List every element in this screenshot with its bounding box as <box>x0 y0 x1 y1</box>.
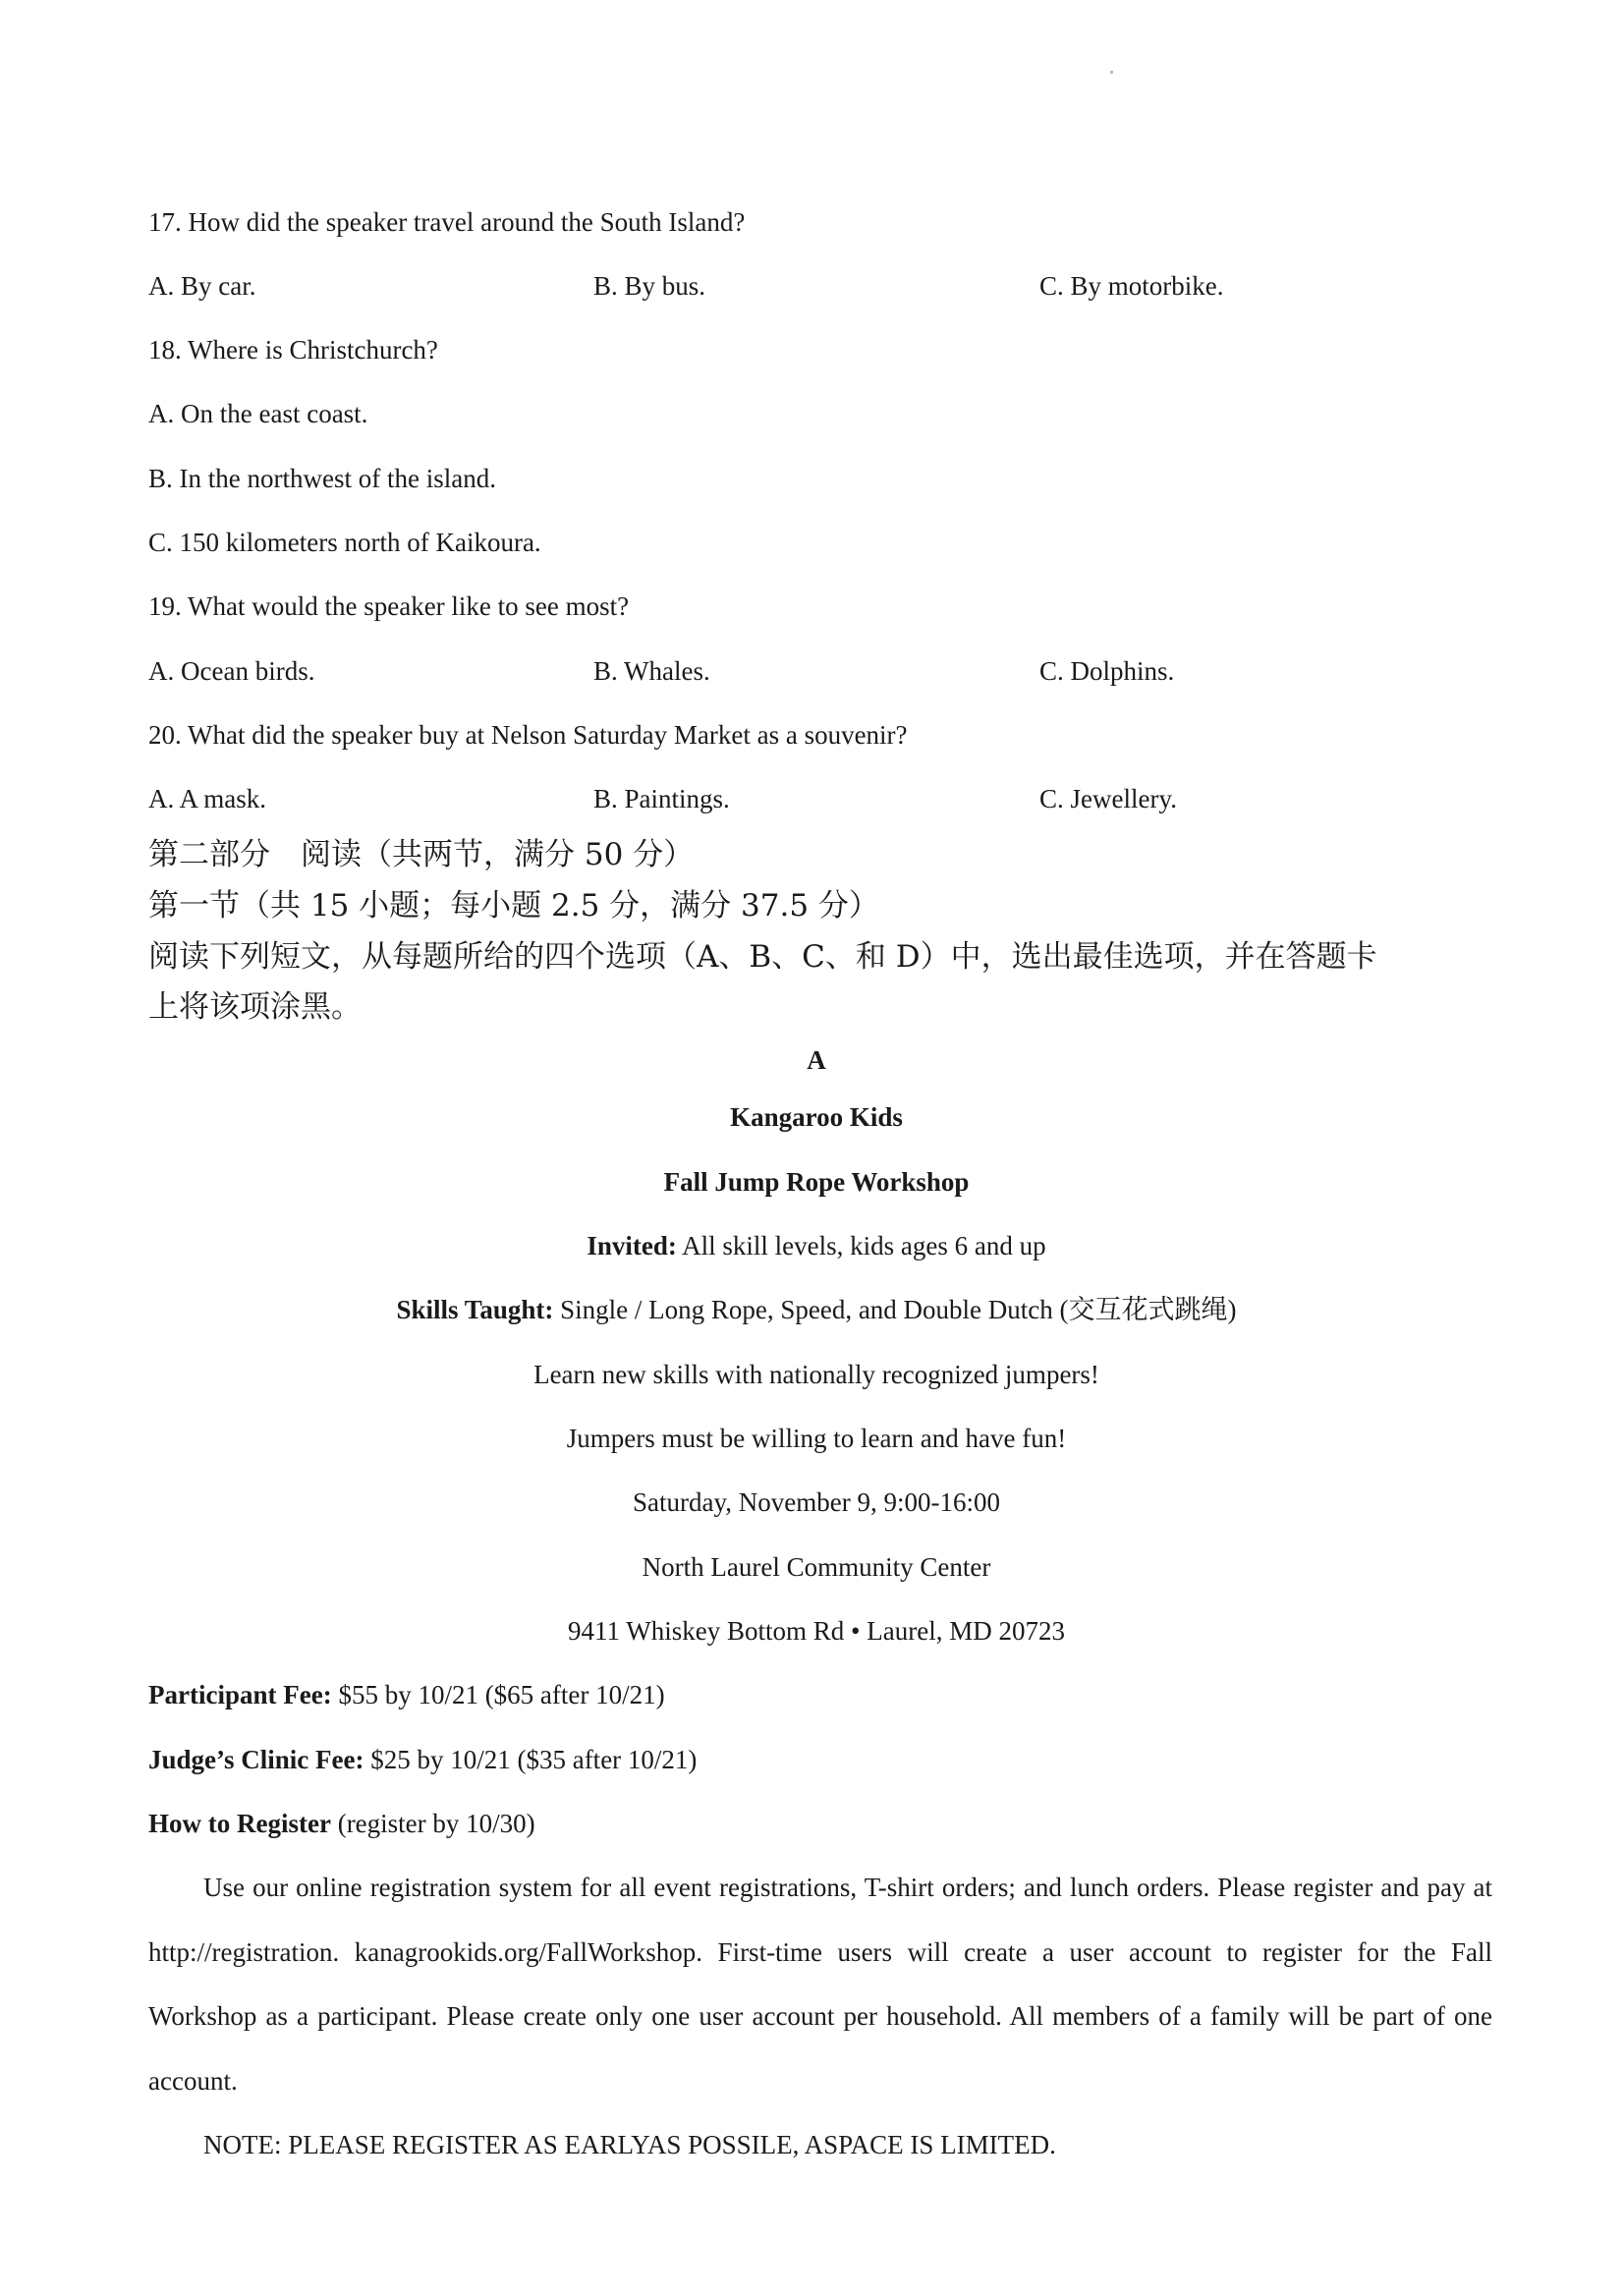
reading-part-heading: 第二部分 阅读（共两节，满分 50 分） <box>148 837 695 872</box>
judge-fee <box>148 1743 697 1776</box>
page-mark <box>1110 71 1113 74</box>
how-to-register <box>148 1807 535 1840</box>
q19-option-c: C. Dolphins. <box>1039 656 1175 686</box>
q20-option-b: B. Paintings. <box>593 784 730 813</box>
q19-option-a: A. Ocean birds. <box>148 656 315 686</box>
event-address: 9411 Whiskey Bottom Rd • Laurel, MD 20723 <box>568 1616 1065 1646</box>
participant-fee <box>148 1678 665 1711</box>
fun-line: Jumpers must be willing to learn and have fun! <box>566 1424 1067 1453</box>
question-17: 17. How did the speaker travel around the South Island? <box>148 207 746 237</box>
register-note: NOTE: PLEASE REGISTER AS EARLYAS POSSILE, ASPACE IS LIMITED. <box>203 2130 1056 2159</box>
register-paragraph <box>148 1856 1492 2113</box>
question-18: 18. Where is Christchurch? <box>148 335 438 364</box>
q17-option-a: A. By car. <box>148 271 256 301</box>
judge-fee-label: Judge’s Clinic Fee: <box>148 1745 364 1774</box>
passage-subtitle: Fall Jump Rope Workshop <box>663 1167 970 1197</box>
skills-label: Skills Taught: <box>396 1295 554 1324</box>
learn-line: Learn new skills with nationally recognized jumpers! <box>533 1360 1099 1389</box>
q18-option-a: A. On the east coast. <box>148 399 368 428</box>
participant-fee-label: Participant Fee: <box>148 1680 332 1709</box>
question-20: 20. What did the speaker buy at Nelson Saturday Market as a souvenir? <box>148 720 908 750</box>
passage-letter: A <box>807 1045 826 1075</box>
passage-title: Kangaroo Kids <box>730 1102 903 1132</box>
register-paragraph-text: Use our online registration system for all event registrations, T-shirt orders; and lunch orders. Please register and pay at http://registration. kanagrookids.org/FallWorkshop. First-time users will create a user account to register for the Fall Workshop as a participant. Please create only one user account per household. All members of a family will be part of one account. <box>148 1873 1492 2096</box>
q17-option-b: B. By bus. <box>593 271 706 301</box>
skills-text: Single / Long Rope, Speed, and Double Dutch (交互花式跳绳) <box>553 1295 1237 1324</box>
invited-label: Invited: <box>587 1231 677 1260</box>
q18-option-c: C. 150 kilometers north of Kaikoura. <box>148 528 541 557</box>
register-label: How to Register <box>148 1809 331 1838</box>
question-19: 19. What would the speaker like to see most? <box>148 591 630 621</box>
q18-option-b: B. In the northwest of the island. <box>148 464 496 493</box>
reading-instruction-line1: 阅读下列短文，从每题所给的四个选项（A、B、C、和 D）中，选出最佳选项，并在答题卡 <box>148 939 1377 975</box>
invited-text: All skill levels, kids ages 6 and up <box>676 1231 1046 1260</box>
reading-section-heading: 第一节（共 15 小题；每小题 2.5 分，满分 37.5 分） <box>148 888 879 924</box>
reading-instruction-line2: 上将该项涂黑。 <box>148 989 362 1025</box>
q20-option-c: C. Jewellery. <box>1039 784 1177 813</box>
q19-option-b: B. Whales. <box>593 656 710 686</box>
event-venue: North Laurel Community Center <box>642 1552 991 1582</box>
skills-line <box>148 1293 1484 1326</box>
invited-line <box>148 1229 1484 1262</box>
judge-fee-text: $25 by 10/21 ($35 after 10/21) <box>364 1745 698 1774</box>
q20-option-a: A. A mask. <box>148 784 267 813</box>
register-text: (register by 10/30) <box>330 1809 535 1838</box>
q17-option-c: C. By motorbike. <box>1039 271 1224 301</box>
event-date: Saturday, November 9, 9:00-16:00 <box>633 1487 1000 1517</box>
participant-fee-text: $55 by 10/21 ($65 after 10/21) <box>331 1680 665 1709</box>
